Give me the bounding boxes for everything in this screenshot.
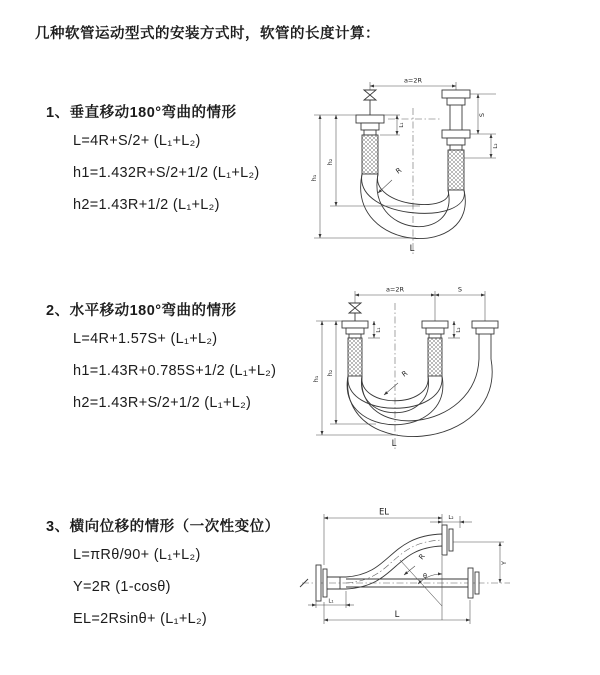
formula-line: h2=1.43R+S/2+1/2 (L₁+L₂) bbox=[73, 395, 252, 411]
angle-construction bbox=[400, 556, 442, 620]
section-1 bbox=[46, 101, 260, 216]
formula-line: L=4R+1.57S+ (L₁+L₂) bbox=[73, 331, 218, 347]
braided-hose bbox=[348, 338, 362, 376]
section-1-heading: 1、垂直移动180°弯曲的情形 bbox=[46, 105, 237, 121]
dim-label-a2r: a=2R bbox=[385, 285, 405, 294]
hose-u-bend bbox=[347, 359, 492, 437]
formula-line: h2=1.43R+1/2 (L₁+L₂) bbox=[73, 197, 220, 213]
right-pipe-assembly bbox=[472, 291, 498, 359]
right-pipe-assembly bbox=[442, 82, 470, 190]
braided-hose bbox=[428, 338, 442, 376]
dim-label-s: S bbox=[457, 285, 463, 294]
middle-pipe-assembly bbox=[422, 291, 448, 376]
dim-label-y: Y bbox=[500, 561, 508, 565]
dim-label-s: S bbox=[478, 112, 486, 118]
diagram-horizontal-180-bend bbox=[310, 281, 565, 461]
dim-label-l2: L₂ bbox=[456, 327, 462, 333]
formula-line: L=4R+S/2+ (L₁+L₂) bbox=[73, 133, 201, 149]
dimensions bbox=[310, 77, 499, 255]
page-title: 几种软管运动型式的安装方式时，软管的长度计算： bbox=[35, 26, 380, 42]
formula-line: h1=1.43R+0.785S+1/2 (L₁+L₂) bbox=[73, 363, 277, 379]
section-3 bbox=[46, 515, 280, 630]
dim-label-l1: L₁ bbox=[399, 122, 405, 128]
dim-label-a2r: a=2R bbox=[403, 76, 423, 85]
diagram-vertical-180-bend bbox=[308, 68, 598, 263]
dim-label-l2: L₂ bbox=[493, 143, 499, 149]
radius-label: R bbox=[400, 369, 410, 379]
dim-label-l1: L₁ bbox=[328, 598, 334, 605]
valve-icon bbox=[349, 303, 361, 313]
dim-label-h2: h₂ bbox=[326, 158, 334, 166]
braided-hose bbox=[448, 150, 464, 190]
section-2 bbox=[46, 299, 276, 414]
formula-line: L=πRθ/90+ (L₁+L₂) bbox=[73, 547, 201, 563]
dim-label-l1: L₁ bbox=[376, 327, 382, 333]
dim-label-el: EL bbox=[378, 507, 390, 518]
valve-icon bbox=[364, 90, 376, 100]
dim-label-l2: L₂ bbox=[448, 515, 454, 521]
formula-line: Y=2R (1-cosθ) bbox=[73, 579, 171, 595]
dim-label-h1: h₁ bbox=[310, 174, 318, 182]
dim-label-l: L bbox=[394, 610, 400, 620]
formula-line: h1=1.432R+S/2+1/2 (L₁+L₂) bbox=[73, 165, 260, 181]
length-label: L bbox=[409, 244, 415, 254]
formula-line: EL=2Rsinθ+ (L₁+L₂) bbox=[73, 611, 208, 627]
diagram-lateral-displacement bbox=[296, 498, 596, 648]
dim-label-h2: h₂ bbox=[326, 369, 334, 377]
radius-label: R bbox=[394, 166, 404, 176]
centerlines bbox=[388, 108, 440, 254]
left-pipe-assembly bbox=[342, 291, 368, 376]
length-label: L bbox=[391, 439, 397, 449]
braided-hose bbox=[362, 135, 378, 174]
section-2-heading: 2、水平移动180°弯曲的情形 bbox=[46, 303, 237, 319]
dimensions bbox=[308, 508, 508, 625]
section-3-heading: 3、横向位移的情形（一次性变位） bbox=[46, 519, 280, 535]
dim-label-h1: h₁ bbox=[312, 375, 320, 383]
angle-label: θ bbox=[423, 572, 427, 580]
radius-label: R bbox=[417, 552, 427, 562]
left-pipe-assembly bbox=[356, 82, 384, 174]
